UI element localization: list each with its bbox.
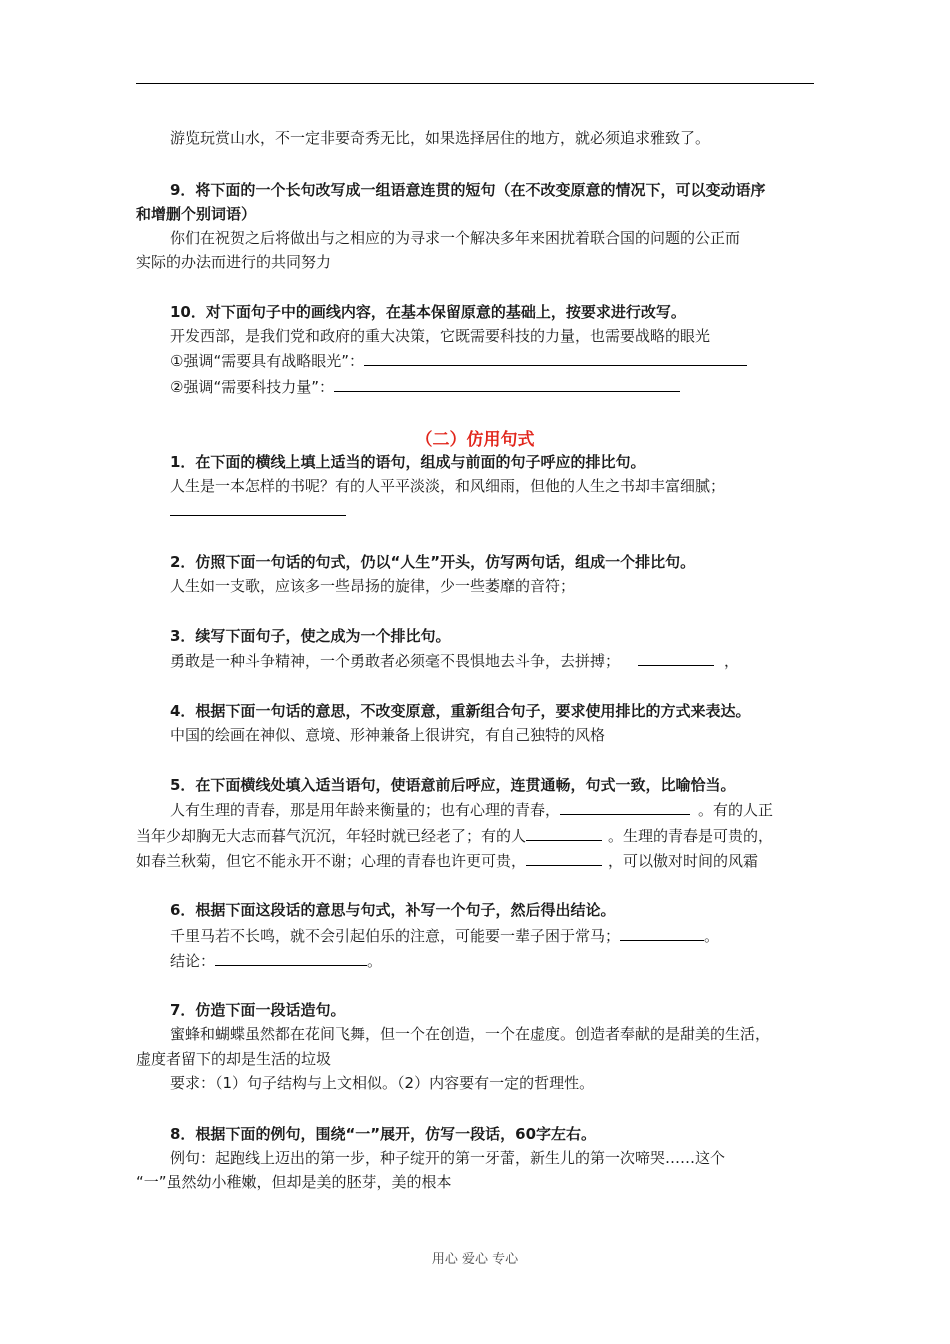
s2-text: 人生如一支歌，应该多一些昂扬的旋律，少一些萎靡的音符； — [170, 577, 576, 595]
s6-conclusion-line — [170, 950, 382, 971]
s6-title: 6．根据下面这段话的意思与句式，补写一个句子，然后得出结论。 — [170, 901, 616, 919]
s8-text-line1: 例句：起跑线上迈出的第一步，种子绽开的第一牙蕾，新生儿的第一次啼哭……这个 — [170, 1149, 726, 1167]
s8-text-line2: “一”虽然幼小稚嫩，但却是美的胚芽，美的根本 — [136, 1173, 452, 1191]
s6-text-line — [170, 925, 719, 946]
s7-text-line1: 蜜蜂和蝴蝶虽然都在花间飞舞，但一个在创造，一个在虚度。创造者奉献的是甜美的生活， — [170, 1025, 771, 1043]
s5-line1 — [170, 799, 773, 820]
s5-title: 5．在下面横线处填入适当语句，使语意前后呼应，连贯通畅，句式一致，比喻恰当。 — [170, 776, 736, 794]
s5-line3 — [136, 850, 758, 871]
q9-title-line1: 9．将下面的一个长句改写成一组语意连贯的短句（在不改变原意的情况下，可以变动语序 — [170, 181, 766, 199]
answer-blank[interactable] — [620, 925, 704, 941]
s3-text: 勇敢是一种斗争精神，一个勇敢者必须毫不畏惧地去斗争，去拼搏； — [170, 652, 621, 670]
s2-title: 2．仿照下面一句话的句式，仍以“人生”开头，仿写两句话，组成一个排比句。 — [170, 553, 696, 571]
s6-conclusion-label: 结论： — [170, 952, 216, 970]
page-footer: 用心 爱心 专心 — [431, 1252, 519, 1267]
s5-line2-a: 当年少却胸无大志而暮气沉沉，年轻时就已经老了；有的人 — [136, 827, 527, 845]
answer-blank[interactable] — [526, 825, 602, 841]
s3-text-line — [170, 650, 739, 671]
s6-text: 千里马若不长鸣，就不会引起伯乐的注意，可能要一辈子困于常马； — [170, 927, 621, 945]
answer-blank[interactable] — [334, 376, 680, 392]
s1-answer-line — [170, 500, 346, 521]
answer-blank[interactable] — [364, 350, 747, 366]
s7-requirement: 要求：（1）句子结构与上文相似。（2）内容要有一定的哲理性。 — [170, 1074, 595, 1092]
q9-text-line1: 你们在祝贺之后将做出与之相应的为寻求一个解决多年来困扰着联合国的问题的公正而 — [170, 229, 741, 247]
q10-option-2 — [170, 376, 680, 397]
s1-text: 人生是一本怎样的书呢？有的人平平淡淡，和风细雨，但他的人生之书却丰富细腻； — [170, 477, 726, 495]
q9-text-line2: 实际的办法而进行的共同努力 — [136, 253, 332, 271]
answer-blank[interactable] — [215, 950, 367, 966]
s5-line2 — [136, 825, 773, 846]
answer-blank[interactable] — [526, 850, 602, 866]
q10-title: 10．对下面句子中的画线内容，在基本保留原意的基础上，按要求进行改写。 — [170, 303, 686, 321]
s3-title: 3．续写下面句子，使之成为一个排比句。 — [170, 627, 451, 645]
s7-text-line2: 虚度者留下的却是生活的垃圾 — [136, 1050, 332, 1068]
s3-tail: ， — [724, 652, 740, 670]
answer-blank[interactable] — [170, 500, 346, 516]
s5-line3-a: 如春兰秋菊，但它不能永开不谢；心理的青春也许更可贵， — [136, 852, 527, 870]
s6-text-end: 。 — [704, 927, 720, 945]
s5-line3-b: ，可以傲对时间的风霜 — [608, 852, 759, 870]
s5-line2-b: 。生理的青春是可贵的， — [608, 827, 774, 845]
s4-title: 4．根据下面一句话的意思，不改变原意，重新组合句子，要求使用排比的方式来表达。 — [170, 702, 751, 720]
s6-conclusion-end: 。 — [367, 952, 383, 970]
section-title: （二）仿用句式 — [415, 430, 535, 450]
s8-title: 8．根据下面的例句，围绕“一”展开，仿写一段话，60字左右。 — [170, 1125, 597, 1143]
q9-title-line2: 和增删个别词语） — [136, 205, 257, 223]
q10-option-2-label: ②强调“需要科技力量”： — [170, 378, 334, 396]
q10-text: 开发西部，是我们党和政府的重大决策，它既需要科技的力量，也需要战略的眼光 — [170, 327, 711, 345]
s7-title: 7．仿造下面一段话造句。 — [170, 1001, 346, 1019]
s5-line1-b: 。有的人正 — [698, 801, 774, 819]
s5-line1-a: 人有生理的青春，那是用年龄来衡量的；也有心理的青春， — [170, 801, 561, 819]
header-rule — [136, 83, 814, 84]
s4-text: 中国的绘画在神似、意境、形神兼备上很讲究，有自己独特的风格 — [170, 726, 606, 744]
q10-option-1 — [170, 350, 747, 371]
answer-blank[interactable] — [638, 650, 714, 666]
answer-blank[interactable] — [560, 799, 690, 815]
intro-line: 游览玩赏山水，不一定非要奇秀无比，如果选择居住的地方，就必须追求雅致了。 — [170, 129, 711, 147]
q10-option-1-label: ①强调“需要具有战略眼光”： — [170, 352, 364, 370]
s1-title: 1．在下面的横线上填上适当的语句，组成与前面的句子呼应的排比句。 — [170, 453, 646, 471]
